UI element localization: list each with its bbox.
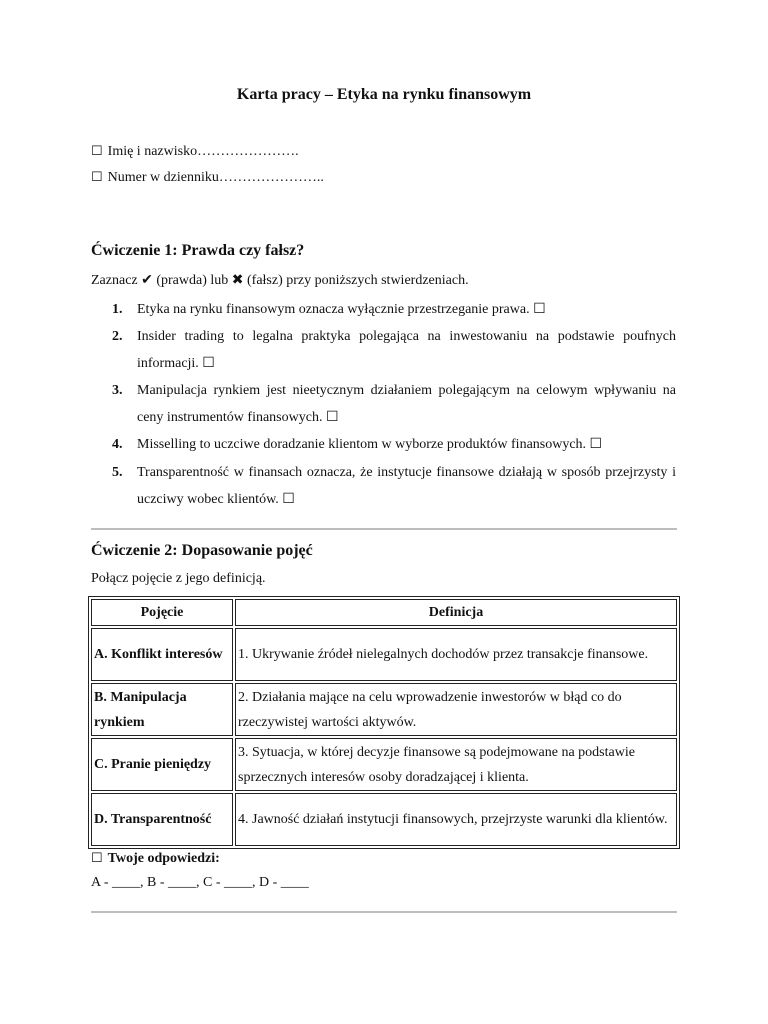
table-row [91, 628, 677, 681]
exercise1-heading: Ćwiczenie 1: Prawda czy fałsz? [91, 242, 305, 259]
answers-label: Twoje odpowiedzi: [107, 851, 220, 866]
statement-text: Insider trading to legalna praktyka polegająca na inwestowaniu na podstawie poufnych informacji. ☐ [137, 329, 676, 371]
matching-table [88, 596, 680, 849]
table-header-row [91, 599, 677, 626]
name-field [91, 143, 299, 160]
statement-number: 5. [112, 465, 123, 480]
answers-label-line [91, 850, 220, 867]
exercise2-heading: Ćwiczenie 2: Dopasowanie pojęć [91, 542, 313, 559]
statement-number: 2. [112, 329, 123, 344]
page-title: Karta pracy – Etyka na rynku finansowym [236, 86, 532, 103]
term-cell: B. Manipulacja rynkiem [91, 683, 233, 736]
answer-blanks[interactable]: A - ____, B - ____, C - ____, D - ____ [91, 875, 309, 890]
table-row [91, 683, 677, 736]
column-header-definition: Definicja [235, 599, 677, 626]
checkbox-icon: ☐ [91, 169, 103, 184]
statement-number: 1. [112, 302, 123, 317]
statement-text: Misselling to uczciwe doradzanie klientom w wyborze produktów finansowych. ☐ [137, 437, 603, 452]
statement-item [112, 459, 676, 513]
journal-number-field [91, 169, 324, 186]
definition-cell: 4. Jawność działań instytucji finansowych, przejrzyste warunki dla klientów. [235, 793, 677, 846]
exercise1-instruction: Zaznacz ✔ (prawda) lub ✖ (fałsz) przy poniższych stwierdzeniach. [91, 273, 469, 288]
statement-item [112, 296, 676, 323]
statement-item [112, 431, 676, 458]
statement-number: 4. [112, 437, 123, 452]
table-row [91, 793, 677, 846]
exercise2-instruction: Połącz pojęcie z jego definicją. [91, 571, 266, 586]
statement-item [112, 323, 676, 377]
definition-cell: 2. Działania mające na celu wprowadzenie inwestorów w błąd co do rzeczywistej wartości aktywów. [235, 683, 677, 736]
definition-cell: 3. Sytuacja, w której decyzje finansowe są podejmowane na podstawie sprzecznych interesów osoby doradzającej i klienta. [235, 738, 677, 791]
section-divider [91, 911, 677, 913]
statement-text: Transparentność w finansach oznacza, że instytucje finansowe działają w sposób przejrzysty i uczciwy wobec klientów. ☐ [137, 465, 676, 507]
table-row [91, 738, 677, 791]
statement-number: 3. [112, 383, 123, 398]
checkbox-icon: ☐ [91, 850, 103, 865]
name-field-label: Imię i nazwisko…………………. [107, 144, 299, 159]
checkbox-icon: ☐ [91, 143, 103, 158]
statement-text: Etyka na rynku finansowym oznacza wyłącznie przestrzeganie prawa. ☐ [137, 302, 546, 317]
term-cell: C. Pranie pieniędzy [91, 738, 233, 791]
term-cell: D. Transparentność [91, 793, 233, 846]
definition-cell: 1. Ukrywanie źródeł nielegalnych dochodów przez transakcje finansowe. [235, 628, 677, 681]
statement-item [112, 377, 676, 431]
column-header-term: Pojęcie [91, 599, 233, 626]
section-divider [91, 528, 677, 530]
journal-number-label: Numer w dzienniku………………….. [107, 170, 324, 185]
term-cell: A. Konflikt interesów [91, 628, 233, 681]
statement-text: Manipulacja rynkiem jest nieetycznym działaniem polegającym na celowym wpływaniu na ceny instrumentów finansowych. ☐ [137, 383, 676, 425]
